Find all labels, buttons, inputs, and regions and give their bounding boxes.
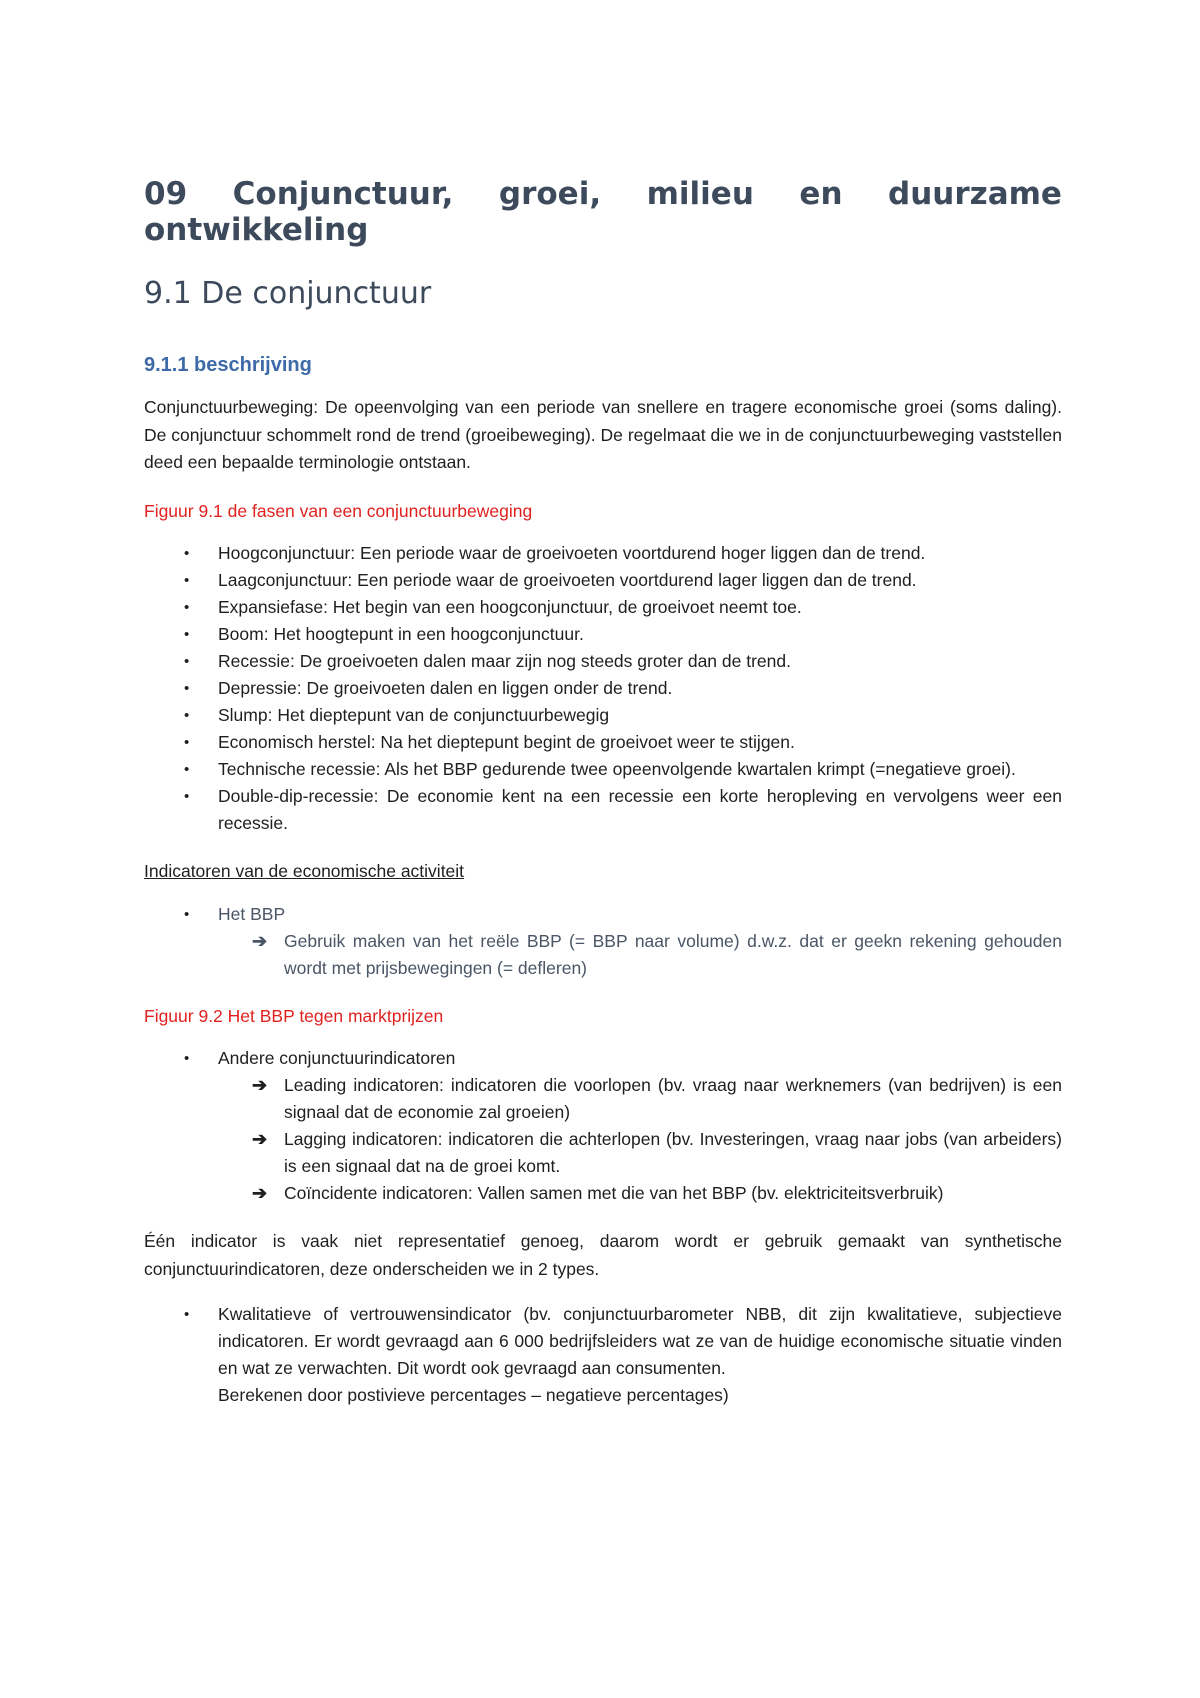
list-item bbox=[184, 540, 1062, 567]
list-item bbox=[252, 1126, 1062, 1180]
bullet-icon: • bbox=[184, 734, 190, 751]
arrow-right-icon: ➔ bbox=[252, 1129, 268, 1149]
bullet-icon: • bbox=[184, 545, 190, 562]
list-item bbox=[184, 702, 1062, 729]
bullet-icon: • bbox=[184, 905, 190, 923]
list-item bbox=[184, 648, 1062, 675]
bullet-icon: • bbox=[184, 653, 190, 670]
list-item-text: Boom: Het hoogtepunt in een hoogconjunctuur. bbox=[218, 624, 584, 644]
list-item-text: Hoogconjunctuur: Een periode waar de groeivoeten voortdurend hoger liggen dan de trend. bbox=[218, 543, 926, 563]
list-item-text: Laagconjunctuur: Een periode waar de groeivoeten voortdurend lager liggen dan de trend. bbox=[218, 570, 917, 590]
bullet-icon: • bbox=[184, 761, 190, 778]
bbp-sublist bbox=[218, 928, 1062, 982]
list-item-text: Economisch herstel: Na het dieptepunt begint de groeivoet weer te stijgen. bbox=[218, 732, 795, 752]
list-item bbox=[184, 1045, 1062, 1207]
subsection-title: 9.1.1 beschrijving bbox=[144, 354, 312, 376]
list-item bbox=[184, 1301, 1062, 1409]
list-item-text: Technische recessie: Als het BBP gedurende twee opeenvolgende kwartalen krimpt (=negatieve groei). bbox=[218, 759, 1016, 779]
list-item bbox=[184, 567, 1062, 594]
synthetic-types-list bbox=[144, 1301, 1062, 1409]
chapter-title-word: Conjunctuur, bbox=[232, 176, 454, 212]
list-item bbox=[184, 756, 1062, 783]
list-item-text: Slump: Het dieptepunt van de conjunctuurbewegig bbox=[218, 705, 610, 725]
synthetic-paragraph: Één indicator is vaak niet representatief genoeg, daarom wordt er gebruik gemaakt van synthetische conjunctuurindicatoren, deze onderscheiden we in 2 types. bbox=[144, 1231, 1062, 1279]
bullet-icon: • bbox=[184, 599, 190, 616]
list-item-text: Recessie: De groeivoeten dalen maar zijn nog steeds groter dan de trend. bbox=[218, 651, 791, 671]
chapter-title-word: 09 bbox=[144, 176, 188, 212]
list-item-text: Depressie: De groeivoeten dalen en liggen onder de trend. bbox=[218, 678, 673, 698]
bullet-icon: • bbox=[184, 572, 190, 589]
phases-list bbox=[144, 540, 1062, 837]
list-item-text: Leading indicatoren: indicatoren die voorlopen (bv. vraag naar werknemers (van bedrijven) is een signaal dat de economie zal groeien) bbox=[284, 1075, 1062, 1122]
list-item bbox=[184, 621, 1062, 648]
list-item-text: Andere conjunctuurindicatoren bbox=[218, 1048, 456, 1068]
arrow-right-icon: ➔ bbox=[252, 930, 268, 951]
chapter-title-word: en bbox=[799, 176, 843, 212]
intro-paragraph: Conjunctuurbeweging: De opeenvolging van een periode van snellere en tragere economische groei (soms daling). De conjunctuur schommelt rond de trend (groeibeweging). De regelmaat die we in de conjunctuurbeweging vaststellen deed een bepaalde terminologie ontstaan. bbox=[144, 397, 1062, 472]
list-item-text: Kwalitatieve of vertrouwensindicator (bv. conjunctuurbarometer NBB, dit zijn kwalitatieve, subjectieve indicatoren. Er wordt gevraagd aan 6 000 bedrijfsleiders wat ze van de huidige economische situatie vinden en wat ze verwachten. Dit wordt ook gevraagd aan consumenten. bbox=[218, 1304, 1062, 1378]
other-indicators-list bbox=[144, 1045, 1062, 1207]
figure-1-caption: Figuur 9.1 de fasen van een conjunctuurbeweging bbox=[144, 500, 533, 521]
list-item bbox=[184, 901, 1062, 982]
chapter-title-word: milieu bbox=[646, 176, 754, 212]
chapter-title-word: groei, bbox=[498, 176, 602, 212]
bbp-list bbox=[144, 901, 1062, 982]
section-title: 9.1 De conjunctuur bbox=[144, 276, 432, 311]
bullet-icon: • bbox=[184, 788, 190, 805]
chapter-title-line-2: ontwikkeling bbox=[144, 212, 369, 248]
list-item bbox=[184, 729, 1062, 756]
figure-2-caption: Figuur 9.2 Het BBP tegen marktprijzen bbox=[144, 1005, 444, 1026]
list-item bbox=[184, 783, 1062, 837]
list-item-text: Lagging indicatoren: indicatoren die achterlopen (bv. Investeringen, vraag naar jobs (van arbeiders) is een signaal dat na de groei komt. bbox=[284, 1129, 1062, 1176]
list-item bbox=[252, 1072, 1062, 1126]
list-item bbox=[184, 675, 1062, 702]
bullet-icon: • bbox=[184, 1306, 190, 1323]
arrow-right-icon: ➔ bbox=[252, 1183, 268, 1203]
list-item-text: Berekenen door postivieve percentages – negatieve percentages) bbox=[218, 1385, 729, 1405]
list-item-text: Double-dip-recessie: De economie kent na een recessie een korte heropleving en vervolgens weer een recessie. bbox=[218, 786, 1062, 833]
list-item bbox=[184, 594, 1062, 621]
list-item-text: Coïncidente indicatoren: Vallen samen met die van het BBP (bv. elektriciteitsverbruik) bbox=[284, 1183, 944, 1203]
document-page bbox=[144, 176, 1062, 1409]
indicators-heading: Indicatoren van de economische activiteit bbox=[144, 861, 465, 881]
list-item-text: Gebruik maken van het reële BBP (= BBP naar volume) d.w.z. dat er geekn rekening gehouden wordt met prijsbewegingen (= defleren) bbox=[284, 930, 1062, 978]
list-item-text: Het BBP bbox=[218, 903, 286, 924]
list-item bbox=[252, 928, 1062, 982]
chapter-title-line-1 bbox=[144, 176, 1062, 212]
arrow-right-icon: ➔ bbox=[252, 1075, 268, 1095]
other-indicators-sublist bbox=[218, 1072, 1062, 1207]
list-item-text: Expansiefase: Het begin van een hoogconjunctuur, de groeivoet neemt toe. bbox=[218, 597, 802, 617]
chapter-title-word: duurzame bbox=[888, 176, 1062, 212]
bullet-icon: • bbox=[184, 626, 190, 643]
bullet-icon: • bbox=[184, 680, 190, 697]
bullet-icon: • bbox=[184, 1050, 190, 1067]
bullet-icon: • bbox=[184, 707, 190, 724]
list-item bbox=[252, 1180, 1062, 1207]
chapter-title bbox=[144, 176, 1062, 248]
